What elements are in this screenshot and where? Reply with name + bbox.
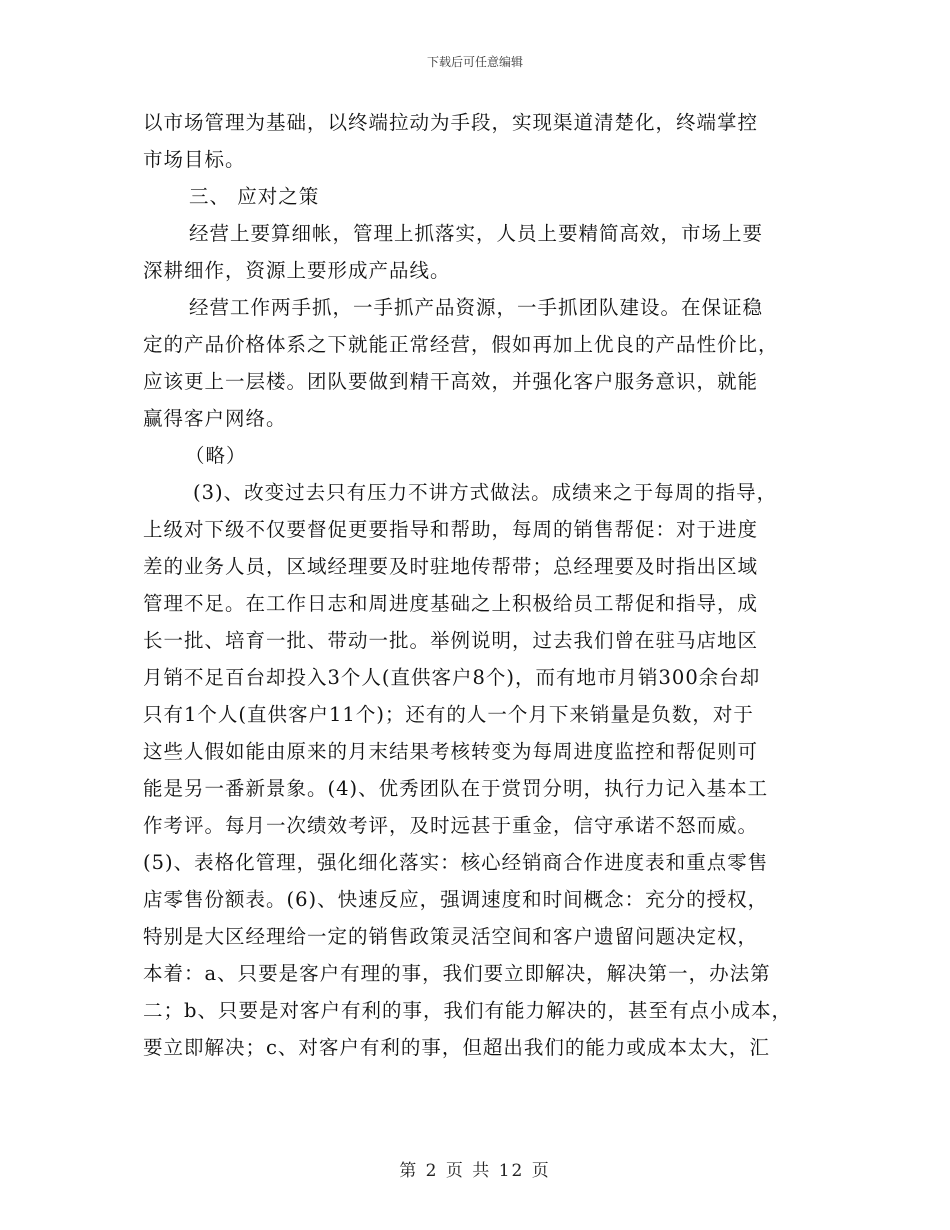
text-line: 只有1个人(直供客户11个)；还有的人一个月下来销量是负数，对于 [143, 703, 754, 726]
text-line: 上级对下级不仅要督促更要指导和帮助，每周的销售帮促：对于进度 [143, 518, 759, 541]
text-line: 二；b、只要是对客户有利的事，我们有能力解决的，甚至有点小成本， [143, 999, 792, 1022]
text-line: (3)、改变过去只有压力不讲方式做法。成绩来之于每周的指导， [193, 481, 778, 504]
text-line: 作考评。每月一次绩效考评，及时远甚于重金，信守承诺不怒而威。 [143, 814, 759, 837]
text-line: 这些人假如能由原来的月末结果考核转变为每周进度监控和帮促则可 [143, 740, 759, 763]
text-line: (5)、表格化管理，强化细化落实：核心经销商合作进度表和重点零售 [143, 851, 769, 874]
text-line: 差的业务人员，区域经理要及时驻地传帮带；总经理要及时指出区域 [143, 555, 759, 578]
text-line: 深耕细作，资源上要形成产品线。 [143, 259, 451, 282]
text-line: 特别是大区经理给一定的销售政策灵活空间和客户遗留问题决定权， [143, 925, 759, 948]
header-note: 下载后可任意编辑 [426, 55, 523, 69]
section-heading: 三、 应对之策 [189, 185, 320, 208]
text-line: 能是另一番新景象。(4)、优秀团队在于赏罚分明，执行力记入基本工 [143, 777, 769, 800]
text-line: 经营上要算细帐，管理上抓落实，人员上要精简高效，市场上要 [189, 222, 764, 245]
text-line: 应该更上一层楼。团队要做到精干高效，并强化客户服务意识，就能 [143, 370, 759, 393]
text-line: 市场目标。 [143, 148, 246, 171]
text-line: （略） [185, 444, 247, 467]
text-line: 以市场管理为基础，以终端拉动为手段，实现渠道清楚化，终端掌控 [143, 111, 759, 134]
text-line: 经营工作两手抓，一手抓产品资源，一手抓团队建设。在保证稳 [189, 296, 764, 319]
text-line: 定的产品价格体系之下就能正常经营，假如再加上优良的产品性价比， [143, 333, 779, 356]
text-line: 管理不足。在工作日志和周进度基础之上积极给员工帮促和指导，成 [143, 592, 759, 615]
text-line: 店零售份额表。(6)、快速反应，强调速度和时间概念：充分的授权， [143, 888, 769, 911]
body-text [143, 104, 823, 1066]
text-line: 长一批、培育一批、带动一批。举例说明，过去我们曾在驻马店地区 [143, 629, 759, 652]
text-line: 本着：a、只要是客户有理的事，我们要立即解决，解决第一，办法第 [143, 962, 771, 985]
text-line: 赢得客户网络。 [143, 407, 287, 430]
page-number: 第 2 页 共 12 页 [399, 1161, 551, 1181]
text-line: 要立即解决；c、对客户有利的事，但超出我们的能力或成本太大，汇 [143, 1036, 770, 1059]
text-line: 月销不足百台却投入3个人(直供客户8个)，而有地市月销300余台却 [143, 666, 761, 689]
